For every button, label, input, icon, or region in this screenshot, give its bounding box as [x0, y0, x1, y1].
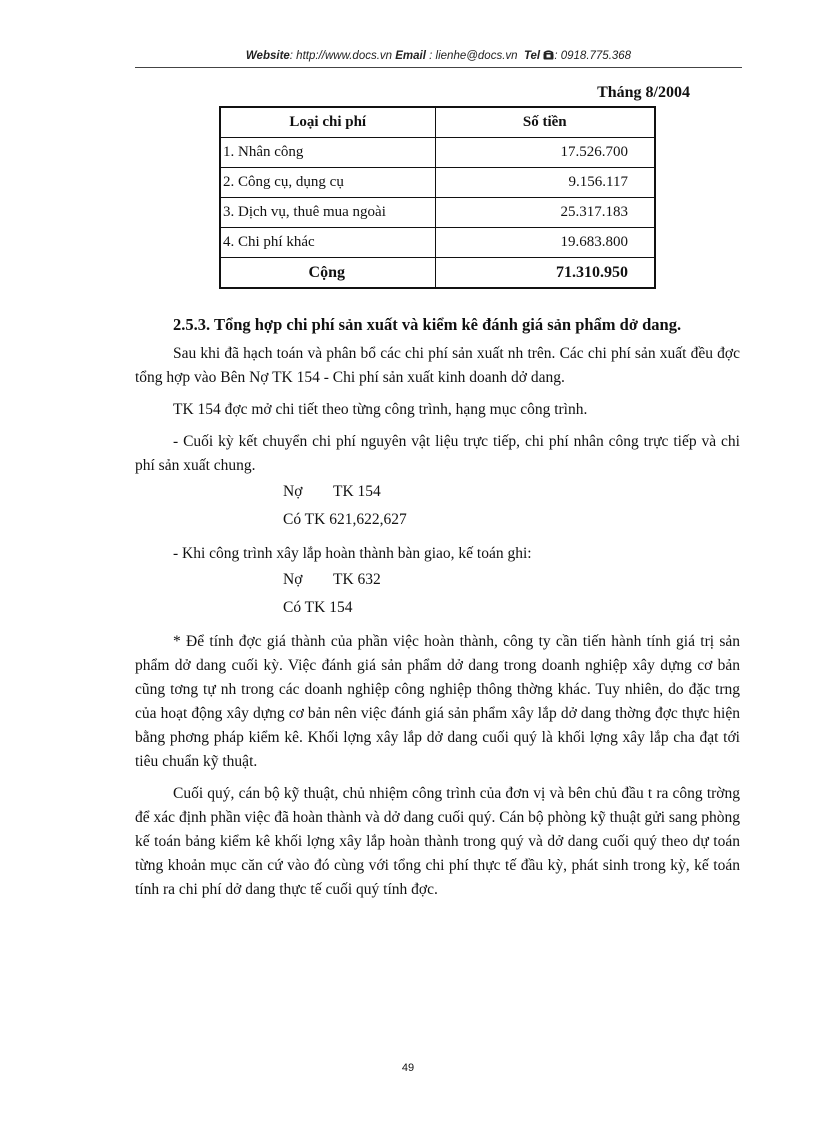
header-divider: [135, 67, 742, 68]
paragraph: * Để tính đợc giá thành của phần việc hoàn thành, công ty cần tiến hành tính giá trị sản phẩm dở dang cuối kỳ. Việc đánh giá sản phẩm dở dang trong doanh nghiệp xây dựng cơ bản cũng tơng tự nh trong các doanh nghiệp công nghiệp thông thờng khác. Tuy nhiên, do đặc trng của hoạt động xây dựng cơ bản nên việc đánh giá sản phẩm xây lắp dở dang thờng đợc thực hiện bằng phơng pháp kiểm kê. Khối lợng xây lắp dở dang cuối quý là khối lợng xây lắp cha đạt tới tiêu chuẩn kỹ thuật.: [135, 633, 740, 770]
phone-icon: [543, 50, 554, 60]
total-label: Cộng: [220, 258, 435, 289]
debit-account: TK 154: [333, 483, 381, 500]
amount-cell: 17.526.700: [435, 138, 655, 168]
col-header-amount: Số tiền: [435, 107, 655, 138]
website-label: Website: [245, 50, 290, 62]
paragraph: TK 154 đợc mở chi tiết theo từng công trình, hạng mục công trình.: [173, 401, 588, 418]
cost-type-cell: 3. Dịch vụ, thuê mua ngoài: [220, 198, 435, 228]
website-link[interactable]: : http://www.docs.vn: [289, 50, 393, 62]
section-heading: 2.5.3. Tổng hợp chi phí sản xuất và kiểm kê đánh giá sản phẩm dở dang.: [173, 315, 682, 334]
table-total-row: [220, 258, 655, 289]
tel-value: : 0918.775.368: [554, 50, 632, 62]
email-link[interactable]: : lienhe@docs.vn: [429, 50, 518, 62]
paragraph: Cuối quý, cán bộ kỹ thuật, chủ nhiệm công trình của đơn vị và bên chủ đầu t ra công trờng để xác định phần việc đã hoàn thành và dở dang cuối quý. Cán bộ phòng kỹ thuật gửi sang phòng kế toán bảng kiểm kê khối lợng xây lắp hoàn thành trong quý và dở dang cuối quý theo dự toán từng khoản mục căn cứ vào đó cùng với tổng chi phí thực tế đầu kỳ, phát sinh trong kỳ, kế toán tính ra chi phí dở dang thực tế cuối quý tính đợc.: [135, 785, 740, 898]
cost-type-cell: 2. Công cụ, dụng cụ: [220, 168, 435, 198]
paragraph: - Khi công trình xây lắp hoàn thành bàn giao, kế toán ghi:: [173, 545, 532, 562]
email-label: Email: [395, 50, 426, 62]
journal-entry: [135, 566, 740, 622]
amount-cell: 9.156.117: [435, 168, 655, 198]
tel-label: Tel: [523, 50, 541, 62]
table-row: [220, 138, 655, 168]
total-amount: 71.310.950: [435, 258, 655, 289]
amount-cell: 19.683.800: [435, 228, 655, 258]
table-row: [220, 198, 655, 228]
cost-type-cell: 1. Nhân công: [220, 138, 435, 168]
debit-label: Nợ: [283, 571, 303, 588]
table-header-row: [220, 107, 655, 138]
debit-label: Nợ: [283, 483, 303, 500]
page-number: 49: [401, 1062, 415, 1074]
cost-type-cell: 4. Chi phí khác: [220, 228, 435, 258]
amount-cell: 25.317.183: [435, 198, 655, 228]
col-header-cost-type: Loại chi phí: [220, 107, 435, 138]
table-row: [220, 168, 655, 198]
report-date: Tháng 8/2004: [597, 84, 690, 101]
paragraph: Sau khi đã hạch toán và phân bổ các chi phí sản xuất nh trên. Các chi phí sản xuất đều đợc tổng hợp vào Bên Nợ TK 154 - Chi phí sản xuất kinh doanh dở dang.: [135, 345, 740, 386]
page-header: [135, 50, 742, 62]
credit-account: Có TK 154: [283, 599, 353, 616]
document-body: [135, 312, 740, 910]
debit-account: TK 632: [333, 571, 381, 588]
journal-entry: [135, 478, 740, 534]
credit-account: Có TK 621,622,627: [283, 511, 407, 528]
table-row: [220, 228, 655, 258]
paragraph: - Cuối kỳ kết chuyển chi phí nguyên vật liệu trực tiếp, chi phí nhân công trực tiếp và chi phí sản xuất chung.: [135, 433, 740, 474]
cost-table: [219, 106, 656, 289]
